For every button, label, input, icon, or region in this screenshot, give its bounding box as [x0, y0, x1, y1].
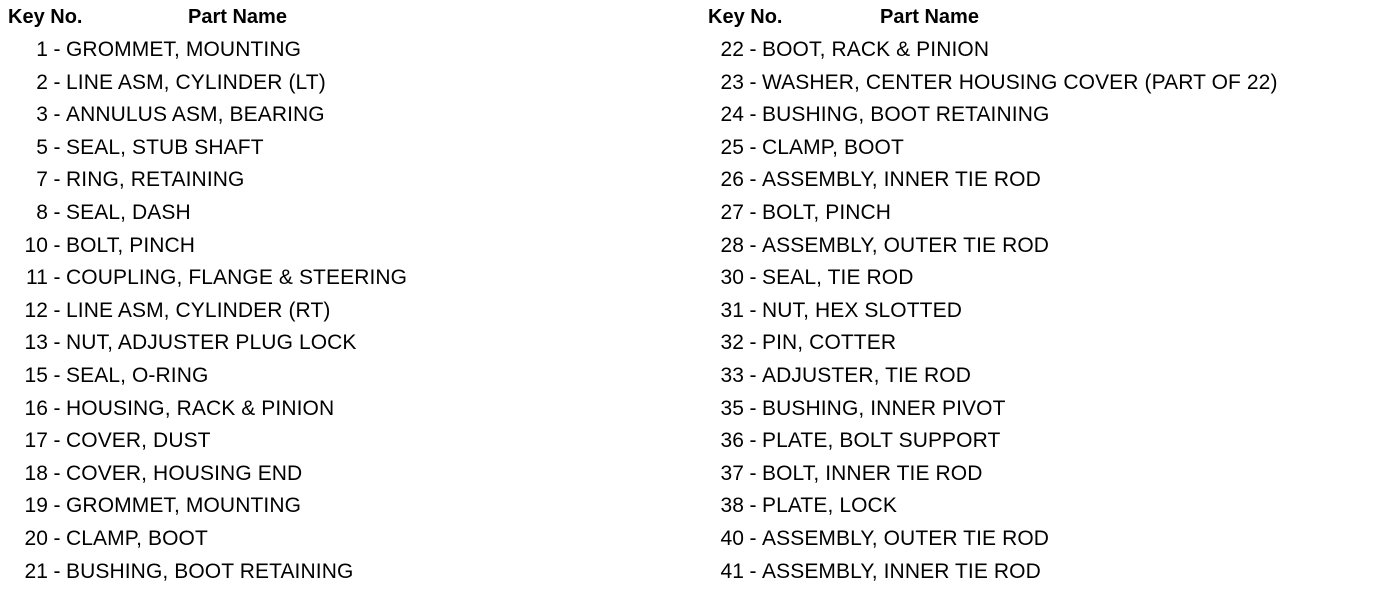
key-number: 17	[24, 429, 48, 453]
part-name: SEAL, O-RING	[66, 363, 209, 387]
key-number: 21	[24, 559, 48, 583]
separator: -	[749, 429, 757, 453]
part-name-header: Part Name	[188, 6, 287, 28]
list-item	[708, 491, 1278, 524]
key-number: 27	[720, 200, 744, 224]
key-number: 7	[36, 168, 48, 192]
separator: -	[749, 168, 757, 192]
key-number: 26	[720, 168, 744, 192]
separator: -	[749, 135, 757, 159]
key-number: 35	[720, 396, 744, 420]
list-item	[0, 557, 407, 590]
list-item	[708, 426, 1278, 459]
key-number: 5	[36, 135, 48, 159]
list-item	[708, 296, 1278, 329]
key-number: 25	[720, 135, 744, 159]
key-number: 3	[36, 103, 48, 127]
part-name: ASSEMBLY, INNER TIE ROD	[762, 559, 1041, 583]
separator: -	[53, 461, 61, 485]
key-number: 33	[720, 363, 744, 387]
key-number: 11	[26, 266, 48, 290]
separator: -	[749, 526, 757, 550]
part-name: COVER, DUST	[66, 429, 211, 453]
key-number: 40	[720, 526, 744, 550]
list-item	[708, 361, 1278, 394]
list-item	[0, 328, 407, 361]
separator: -	[749, 266, 757, 290]
separator: -	[53, 266, 61, 290]
part-name: BOOT, RACK & PINION	[762, 38, 990, 61]
list-item	[0, 133, 407, 166]
key-number: 8	[36, 200, 48, 224]
part-name: BOLT, PINCH	[762, 200, 892, 224]
key-no-header: Key No.	[708, 6, 783, 28]
part-name: ASSEMBLY, INNER TIE ROD	[762, 168, 1041, 192]
key-number: 19	[24, 494, 48, 518]
key-no-header: Key No.	[8, 6, 83, 28]
separator: -	[53, 168, 61, 192]
part-name: BOLT, INNER TIE ROD	[762, 461, 983, 485]
separator: -	[53, 363, 61, 387]
parts-list	[0, 35, 407, 589]
list-item	[708, 231, 1278, 264]
key-number: 31	[720, 298, 744, 322]
separator: -	[749, 38, 757, 61]
separator: -	[749, 363, 757, 387]
separator: -	[749, 103, 757, 127]
key-number: 16	[24, 396, 48, 420]
list-item	[0, 231, 407, 264]
list-item	[0, 100, 407, 133]
part-name: NUT, HEX SLOTTED	[762, 298, 962, 322]
key-number: 2	[36, 70, 48, 94]
separator: -	[53, 135, 61, 159]
separator: -	[749, 494, 757, 518]
list-item	[0, 426, 407, 459]
list-item	[708, 35, 1278, 68]
list-item	[0, 165, 407, 198]
key-number: 10	[24, 233, 48, 257]
part-name: ASSEMBLY, OUTER TIE ROD	[762, 526, 1050, 550]
separator: -	[53, 331, 61, 355]
list-item	[708, 524, 1278, 557]
separator: -	[749, 70, 757, 94]
part-name: ANNULUS ASM, BEARING	[66, 103, 325, 127]
part-name: NUT, ADJUSTER PLUG LOCK	[66, 331, 357, 355]
key-number: 13	[24, 331, 48, 355]
key-number: 28	[720, 233, 744, 257]
part-name: SEAL, DASH	[66, 200, 191, 224]
part-name: COVER, HOUSING END	[66, 461, 303, 485]
list-item	[0, 459, 407, 492]
part-name: CLAMP, BOOT	[762, 135, 904, 159]
part-name: GROMMET, MOUNTING	[66, 494, 302, 518]
separator: -	[749, 200, 757, 224]
list-item	[0, 68, 407, 101]
separator: -	[53, 103, 61, 127]
part-name: PLATE, BOLT SUPPORT	[762, 429, 1001, 453]
parts-list	[708, 35, 1278, 589]
part-name: RING, RETAINING	[66, 168, 245, 192]
part-name: BUSHING, INNER PIVOT	[762, 396, 1006, 420]
separator: -	[53, 526, 61, 550]
key-number: 18	[24, 461, 48, 485]
key-number: 12	[24, 298, 48, 322]
list-item	[708, 328, 1278, 361]
list-item	[708, 459, 1278, 492]
part-name: BOLT, PINCH	[66, 233, 196, 257]
key-number: 32	[720, 331, 744, 355]
part-name-header: Part Name	[880, 6, 979, 28]
list-item	[0, 524, 407, 557]
part-name: ADJUSTER, TIE ROD	[762, 363, 972, 387]
separator: -	[749, 461, 757, 485]
key-number: 36	[720, 429, 744, 453]
key-number: 41	[720, 559, 744, 583]
key-number: 24	[720, 103, 744, 127]
part-name: SEAL, STUB SHAFT	[66, 135, 264, 159]
list-item	[0, 263, 407, 296]
list-item	[0, 35, 407, 68]
separator: -	[53, 70, 61, 94]
part-name: COUPLING, FLANGE & STEERING	[66, 266, 408, 290]
key-number: 38	[720, 494, 744, 518]
key-number: 15	[24, 363, 48, 387]
part-name: GROMMET, MOUNTING	[66, 38, 302, 61]
list-item	[708, 133, 1278, 166]
key-number: 22	[720, 38, 744, 61]
part-name: PIN, COTTER	[762, 331, 897, 355]
separator: -	[53, 298, 61, 322]
part-name: PLATE, LOCK	[762, 494, 897, 518]
list-item	[0, 296, 407, 329]
part-name: LINE ASM, CYLINDER (LT)	[66, 70, 326, 94]
part-name: BUSHING, BOOT RETAINING	[762, 103, 1050, 127]
separator: -	[749, 559, 757, 583]
part-name: WASHER, CENTER HOUSING COVER (PART OF 22)	[762, 70, 1278, 94]
key-number: 1	[36, 38, 48, 61]
list-item	[0, 491, 407, 524]
part-name: LINE ASM, CYLINDER (RT)	[66, 298, 331, 322]
separator: -	[53, 200, 61, 224]
key-number: 20	[24, 526, 48, 550]
separator: -	[53, 494, 61, 518]
list-item	[708, 100, 1278, 133]
list-item	[708, 198, 1278, 231]
part-name: CLAMP, BOOT	[66, 526, 208, 550]
list-item	[708, 165, 1278, 198]
list-item	[708, 68, 1278, 101]
separator: -	[749, 298, 757, 322]
list-item	[0, 198, 407, 231]
separator: -	[53, 233, 61, 257]
list-item	[708, 557, 1278, 590]
separator: -	[749, 233, 757, 257]
separator: -	[749, 331, 757, 355]
list-item	[708, 263, 1278, 296]
part-name: SEAL, TIE ROD	[762, 266, 914, 290]
separator: -	[749, 396, 757, 420]
part-name: ASSEMBLY, OUTER TIE ROD	[762, 233, 1050, 257]
list-item	[0, 361, 407, 394]
key-number: 23	[720, 70, 744, 94]
key-number: 30	[720, 266, 744, 290]
list-item	[0, 394, 407, 427]
separator: -	[53, 429, 61, 453]
separator: -	[53, 559, 61, 583]
key-number: 37	[720, 461, 744, 485]
part-name: HOUSING, RACK & PINION	[66, 396, 335, 420]
list-item	[708, 394, 1278, 427]
separator: -	[53, 38, 61, 61]
separator: -	[53, 396, 61, 420]
part-name: BUSHING, BOOT RETAINING	[66, 559, 354, 583]
